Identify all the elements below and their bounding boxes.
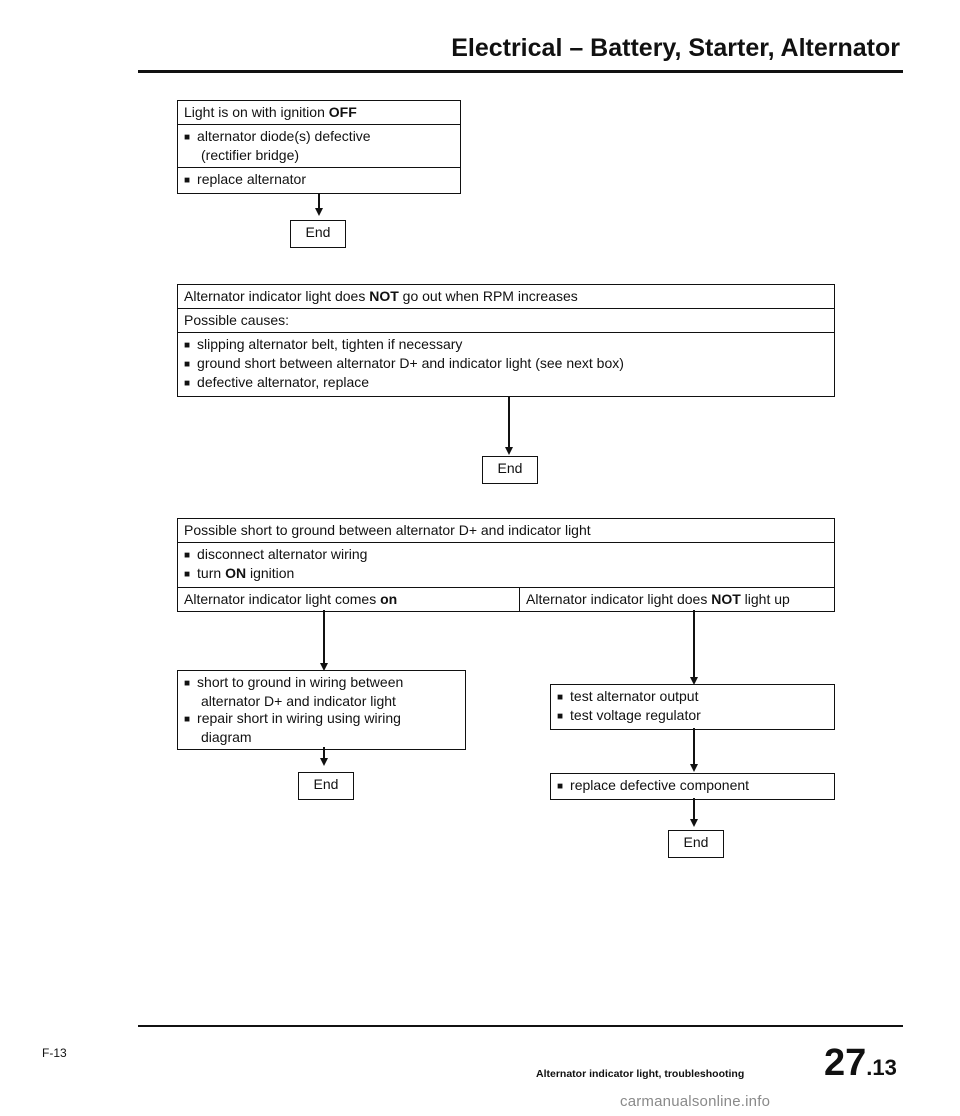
box-title: Light is on with ignition OFF bbox=[178, 101, 460, 125]
cause-item: ■ defective alternator, replace bbox=[184, 374, 828, 393]
end-box: End bbox=[668, 830, 724, 858]
flow-connector bbox=[318, 193, 320, 209]
result-split bbox=[178, 588, 834, 611]
flow-connector bbox=[693, 728, 695, 765]
cause-item: ■ ground short between alternator D+ and indicator light (see next box) bbox=[184, 355, 828, 374]
arrow-down-icon bbox=[315, 208, 323, 216]
result-light-not-on: Alternator indicator light does NOT light up bbox=[526, 591, 790, 607]
cause-item-continuation: (rectifier bridge) bbox=[201, 147, 300, 163]
step-item: ■ turn ON ignition bbox=[184, 565, 828, 584]
end-box: End bbox=[482, 456, 538, 484]
arrow-down-icon bbox=[505, 447, 513, 455]
flow-box-short-to-ground bbox=[177, 518, 835, 612]
box-subtitle: Possible causes: bbox=[178, 309, 834, 333]
arrow-down-icon bbox=[320, 758, 328, 766]
box-causes bbox=[178, 333, 834, 396]
result-light-on: Alternator indicator light comes on bbox=[178, 588, 520, 611]
flow-box-replace-component: ■ replace defective component bbox=[550, 773, 835, 800]
flow-box-light-not-out bbox=[177, 284, 835, 397]
end-box: End bbox=[290, 220, 346, 248]
end-box: End bbox=[298, 772, 354, 800]
arrow-down-icon bbox=[690, 819, 698, 827]
arrow-down-icon bbox=[690, 764, 698, 772]
box-steps bbox=[178, 543, 834, 588]
header-rule bbox=[138, 70, 903, 73]
box-title: Possible short to ground between alternator D+ and indicator light bbox=[178, 519, 834, 543]
flow-connector bbox=[323, 610, 325, 664]
flow-box-repair-short: ■ short to ground in wiring between alternator D+ and indicator light ■ repair short in wiring using wiring diagram bbox=[177, 670, 466, 750]
figure-code: F-13 bbox=[42, 1046, 67, 1060]
flow-box-test-output: ■ test alternator output ■ test voltage regulator bbox=[550, 684, 835, 730]
step-item: ■ disconnect alternator wiring bbox=[184, 546, 828, 565]
page-number: 27.13 bbox=[824, 1042, 897, 1084]
flow-box-ignition-off bbox=[177, 100, 461, 194]
cause-item: ■ alternator diode(s) defective bbox=[184, 128, 454, 147]
box-title: Alternator indicator light does NOT go out when RPM increases bbox=[178, 285, 834, 309]
cause-item: ■ slipping alternator belt, tighten if necessary bbox=[184, 336, 828, 355]
flow-connector bbox=[693, 798, 695, 820]
footer-caption: Alternator indicator light, troubleshooting bbox=[536, 1068, 745, 1080]
box-causes bbox=[178, 125, 460, 168]
flow-connector bbox=[508, 396, 510, 448]
flow-connector bbox=[693, 610, 695, 678]
watermark: carmanualsonline.info bbox=[620, 1093, 771, 1110]
footer-rule bbox=[138, 1025, 903, 1027]
box-action: ■ replace alternator bbox=[178, 168, 460, 193]
page-title: Electrical – Battery, Starter, Alternator bbox=[451, 34, 900, 62]
